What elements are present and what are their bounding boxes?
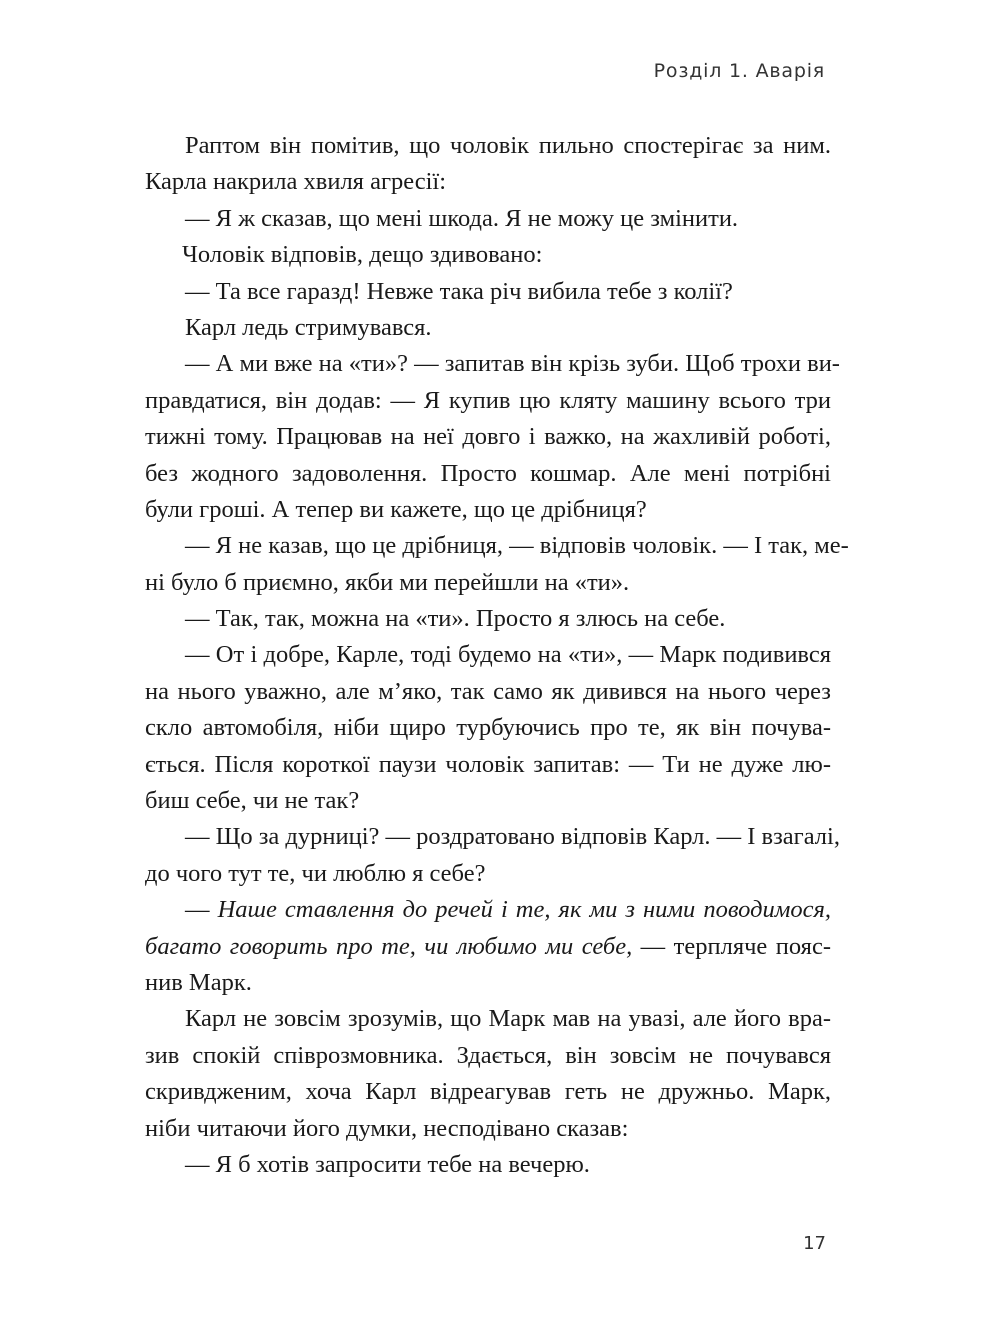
text-line: ні було б приємно, якби ми перейшли на «ти». xyxy=(145,568,630,596)
italic-phrase: Наше ставлення до речей і те, як ми з ними поводимося, xyxy=(217,896,831,924)
italic-phrase: багато говорить про те, чи любимо ми себе, xyxy=(145,932,633,960)
text-line xyxy=(145,892,831,928)
dash: — xyxy=(185,896,218,924)
text-line: — Я б хотів запросити тебе на вечерю. xyxy=(185,1150,590,1178)
text-line: скривдженим, хоча Карл відреагував геть не дружньо. Марк, xyxy=(145,1078,831,1106)
text-line: — А ми вже на «ти»? — запитав він крізь зуби. Щоб трохи ви- xyxy=(185,350,840,378)
text-line: були гроші. А тепер ви кажете, що це дрібниця? xyxy=(145,495,647,523)
text-line: без жодного задоволення. Просто кошмар. Але мені потрібні xyxy=(145,459,831,487)
text-line: правдатися, він додав: — Я купив цю кляту машину всього три xyxy=(145,386,831,414)
text-line: Карл не зовсім зрозумів, що Марк мав на увазі, але його вра- xyxy=(185,1005,831,1033)
text-line: до чого тут те, чи люблю я себе? xyxy=(145,859,486,887)
text-fragment: — терпляче пояс- xyxy=(632,932,831,960)
text-line: — Так, так, можна на «ти». Просто я злюсь на себе. xyxy=(185,605,726,633)
body-text xyxy=(145,128,849,1183)
text-line: ється. Після короткої паузи чоловік запитав: — Ти не дуже лю- xyxy=(145,750,831,778)
text-line: — Та все гаразд! Невже така річ вибила тебе з колії? xyxy=(185,277,733,305)
text-line: — Я ж сказав, що мені шкода. Я не можу це змінити. xyxy=(185,204,739,232)
text-line: Карла накрила хвиля агресії: xyxy=(145,168,447,196)
text-line: тижні тому. Працював на неї довго і важко, на жахливій роботі, xyxy=(145,423,831,451)
text-line: ніби читаючи його думки, несподівано сказав: xyxy=(145,1114,629,1142)
text-line: — Що за дурниці? — роздратовано відповів Карл. — І взагалі, xyxy=(185,823,840,851)
text-line: на нього уважно, але м’яко, так само як дивився на нього через xyxy=(145,677,831,705)
page-number: 17 xyxy=(803,1233,826,1254)
text-line: Карл ледь стримувався. xyxy=(185,313,432,341)
text-line: скло автомобіля, ніби щиро турбуючись про те, як він почува- xyxy=(145,714,831,742)
text-line xyxy=(145,929,831,965)
text-line: биш себе, чи не так? xyxy=(145,787,360,815)
running-head: Розділ 1. Аварія xyxy=(653,60,825,82)
text-line: Чоловік відповів, дещо здивовано: xyxy=(182,241,543,269)
text-line: — Я не казав, що це дрібниця, — відповів чоловік. — І так, ме- xyxy=(185,532,849,560)
text-line: зив спокій співрозмовника. Здається, він зовсім не почувався xyxy=(145,1041,831,1069)
text-line: Раптом він помітив, що чоловік пильно спостерігає за ним. xyxy=(185,132,831,159)
text-line: — От і добре, Карле, тоді будемо на «ти», — Марк подивився xyxy=(185,641,831,669)
text-line: нив Марк. xyxy=(145,968,252,996)
